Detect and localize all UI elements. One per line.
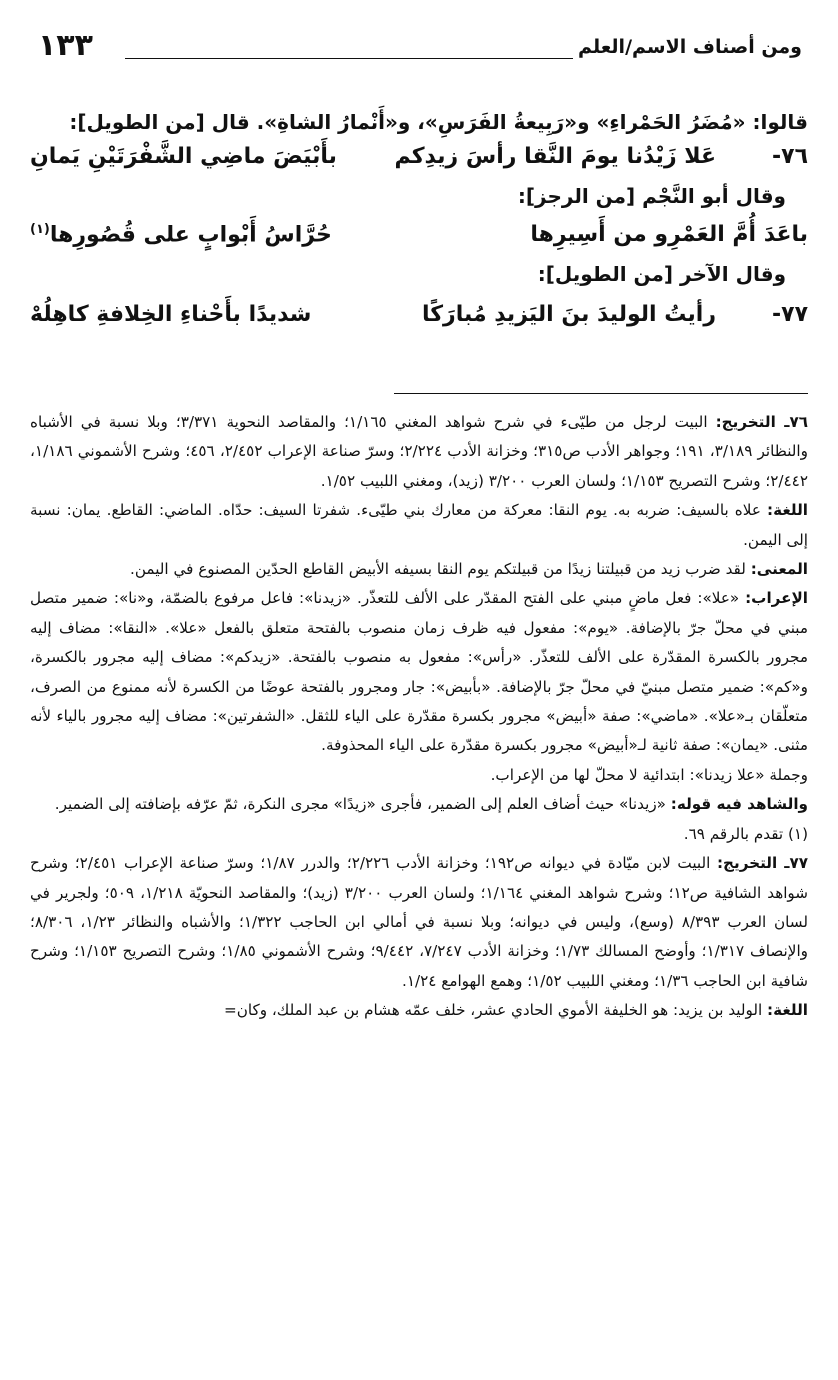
- verses-section: [30, 108, 808, 340]
- verse-second-hemistich: بأَبْيَضَ ماضِي الشَّفْرَتَيْنِ يَمانِ: [30, 144, 337, 169]
- note-77-takhrij: ٧٧ـ التخريج: البيت لابن ميّادة في ديوانه ص١٩٢؛ وخزانة الأدب ٢/٢٢٦؛ والدرر ١/٨٧؛ وسرّ صناعة الإعراب ٢/٤٥١؛ وشرح شواهد الشافية ص١٢؛ وشرح شواهد المغني ١/١٦٤؛ ولسان العرب ٣/٢٠٠ (زيد)؛ والمقاصد النحويّة ١/٢١٨، ٥٠٩؛ ولجرير في لسان العرب ٨/٣٩٣ (وسع)، وليس في ديوانه؛ وبلا نسبة في أمالي ابن الحاجب ١/٣٢٢؛ والأشباه والنظائر ١/٢٣، ٨/٣٠٦؛ والإنصاف ١/٣١٧؛ وأوضح المسالك ١/٧٣؛ وخزانة الأدب ٧/٢٤٧، ٩/٤٤٢؛ وشرح الأشموني ١/٨٥؛ وشرح التصريح ١/١٥٣؛ وشرح شافية ابن الحاجب ١/٣٦؛ ومغني اللبيب ١/٥٢؛ وهمع الهوامع ١/٢٤.: [30, 854, 808, 990]
- verse-number: ٧٦-: [772, 144, 808, 169]
- notes-separator: [394, 393, 808, 394]
- verse-number: ٧٧-: [772, 302, 808, 327]
- running-header-title: ومن أصناف الاسم/العلم: [578, 36, 802, 58]
- note-76-maana: المعنى: لقد ضرب زيد من قبيلتنا زيدًا من قبيلتكم يوم النقا بسيفه الأبيض القاطع الحدّين المصنوع في اليمن.: [130, 560, 808, 579]
- page-header: [30, 28, 808, 68]
- verse-76: [30, 142, 808, 182]
- note-76-lugha: اللغة: علاه بالسيف: ضربه به. يوم النقا: معركة من معارك بني طيّىء. شفرتا السيف: حدّاه. الماضي: القاطع. يمان: نسبة إلى اليمن.: [30, 501, 808, 549]
- intro-line-2: وقال أبو النَّجْم [من الرجز]:: [517, 184, 786, 208]
- verse-abu-najm: [30, 220, 808, 260]
- verse-first-hemistich: باعَدَ أُمَّ العَمْرِو من أَسِيرِها: [530, 222, 808, 247]
- note-76-irab: الإعراب: «علا»: فعل ماضٍ مبني على الفتح المقدّر على الألف للتعذّر. «زيدنا»: فاعل مرفوع بالضمّة، و«نا»: ضمير متصل مبني في محلّ جرّ بالإضافة. «يوم»: مفعول فيه ظرف زمان منصوب بالفتحة متعلق بالفعل «علا». «النقا»: مضاف إليه مجرور بالكسرة المقدّرة على الألف للتعذّر. «رأس»: مفعول به منصوب بالفتحة. «زيدكم»: مضاف إليه مجرور بالكسرة، و«كم»: ضمير متصل مبنيّ في محلّ جرّ بالإضافة. «بأبيض»: جار ومجرور بالفتحة عوضًا من الكسرة لأنه ممنوع من الصرف، متعلّقان بـ«علا». «ماضي»: صفة «أبيض» مجرور بكسرة مقدّرة على الياء للثقل. «الشفرتين»: مضاف إليه مجرور بالياء لأنه مثنى. «يمان»: صفة ثانية لـ«أبيض» مجرور بكسرة مقدّرة على الياء المحذوفة.: [30, 589, 808, 755]
- verse-first-hemistich: رأيتُ الوليدَ بنَ اليَزيدِ مُبارَكًا: [421, 302, 716, 327]
- verse-second-hemistich: شديدًا بأَحْناءِ الخِلافةِ كاهِلُهْ: [30, 302, 312, 327]
- note-76-shahid: والشاهد فيه قوله: «زيدنا» حيث أضاف العلم إلى الضمير، فأجرى «زيدًا» مجرى النكرة، ثمّ عرّفه بإضافته إلى الضمير.: [54, 795, 808, 814]
- header-rule: [125, 58, 573, 59]
- note-76-takhrij: ٧٦ـ التخريج: البيت لرجل من طيّىء في شرح شواهد المغني ١/١٦٥؛ والمقاصد النحوية ٣/٣٧١؛ وبلا نسبة في الأشباه والنظائر ٣/١٨٩، ١٩١؛ وجواهر الأدب ص٣١٥؛ وخزانة الأدب ٢/٢٢٤؛ وسرّ صناعة الإعراب ٢/٤٥٢، ٤٥٦؛ وشرح الأشموني ١/١٨٦، ٢/٤٤٢؛ وشرح التصريح ١/١٥٣؛ ولسان العرب ٣/٢٠٠ (زيد)، ومغني اللبيب ١/٥٢.: [30, 413, 808, 490]
- note-76-jumla: وجملة «علا زيدنا»: ابتدائية لا محلّ لها من الإعراب.: [490, 765, 808, 784]
- footnote-1: (١) تقدم بالرقم ٦٩.: [683, 824, 808, 843]
- verse-first-hemistich: عَلا زَيْدُنا يومَ النَّقا رأسَ زيدِكم: [394, 144, 716, 169]
- intro-line-3: وقال الآخر [من الطويل]:: [537, 262, 786, 286]
- notes-section: [30, 408, 808, 1026]
- footnote-marker[interactable]: (١): [30, 222, 50, 237]
- verse-second-hemistich: حُرَّاسُ أَبْوابٍ على قُصُورِها$^{(١)}$: [30, 222, 332, 248]
- note-77-lugha: اللغة: الوليد بن يزيد: هو الخليفة الأموي الحادي عشر، خلف عمّه هشام بن عبد الملك، وكان=: [223, 1001, 808, 1020]
- intro-line-1: قالوا: «مُضَرُ الحَمْراءِ» و«رَبِيعةُ الفَرَسِ»، و«أَنْمارُ الشاةِ». قال [من الطويل]:: [69, 110, 808, 134]
- page-number: ١٣٣: [38, 28, 93, 63]
- verse-77: [30, 300, 808, 340]
